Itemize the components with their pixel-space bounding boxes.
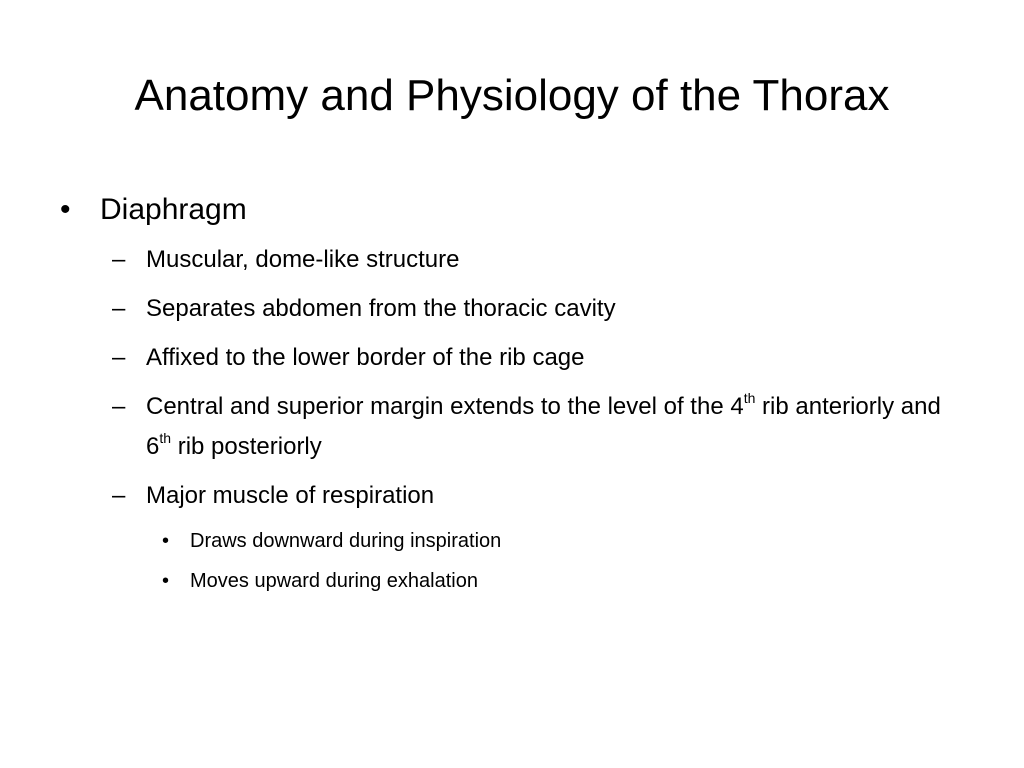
subpoint-text: Major muscle of respiration bbox=[146, 482, 435, 509]
slide-title: Anatomy and Physiology of the Thorax bbox=[134, 71, 890, 120]
subsubpoint-text: Moves upward during exhalation bbox=[190, 570, 478, 592]
dash-marker: – bbox=[112, 246, 126, 273]
ordinal-suffix: th bbox=[743, 390, 756, 406]
bullet-diaphragm bbox=[60, 186, 960, 234]
slide-content bbox=[60, 186, 960, 605]
subpoint-text: Muscular, dome-like structure bbox=[146, 246, 460, 273]
dash-marker: – bbox=[112, 344, 126, 371]
bullet-marker: • bbox=[60, 193, 71, 226]
dash-marker: – bbox=[112, 295, 126, 322]
subpoint-affixed bbox=[60, 338, 960, 378]
dash-marker: – bbox=[112, 393, 126, 420]
subsubpoint-exhalation bbox=[60, 565, 960, 597]
subpoint-separates bbox=[60, 289, 960, 329]
subpoint-text bbox=[146, 390, 941, 460]
subpoint-respiration bbox=[60, 476, 960, 516]
subpoint-text: Separates abdomen from the thoracic cavity bbox=[146, 295, 616, 322]
subpoint-text: Affixed to the lower border of the rib cage bbox=[146, 344, 585, 371]
subpoint-margin bbox=[60, 387, 956, 467]
dash-marker: – bbox=[112, 482, 126, 509]
bullet-marker: • bbox=[162, 530, 170, 552]
subsubpoint-inspiration bbox=[60, 525, 960, 557]
margin-text-part1: Central and superior margin extends to the level of the 4 bbox=[146, 393, 744, 420]
bullet-marker: • bbox=[162, 570, 170, 592]
subsubpoint-text: Draws downward during inspiration bbox=[190, 530, 502, 552]
subpoint-muscular bbox=[60, 240, 960, 280]
ordinal-suffix: th bbox=[159, 430, 172, 446]
bullet-text: Diaphragm bbox=[100, 193, 247, 226]
margin-text-part2: rib anteriorly and 6 bbox=[146, 393, 941, 460]
margin-text-part3: rib posteriorly bbox=[171, 433, 322, 460]
